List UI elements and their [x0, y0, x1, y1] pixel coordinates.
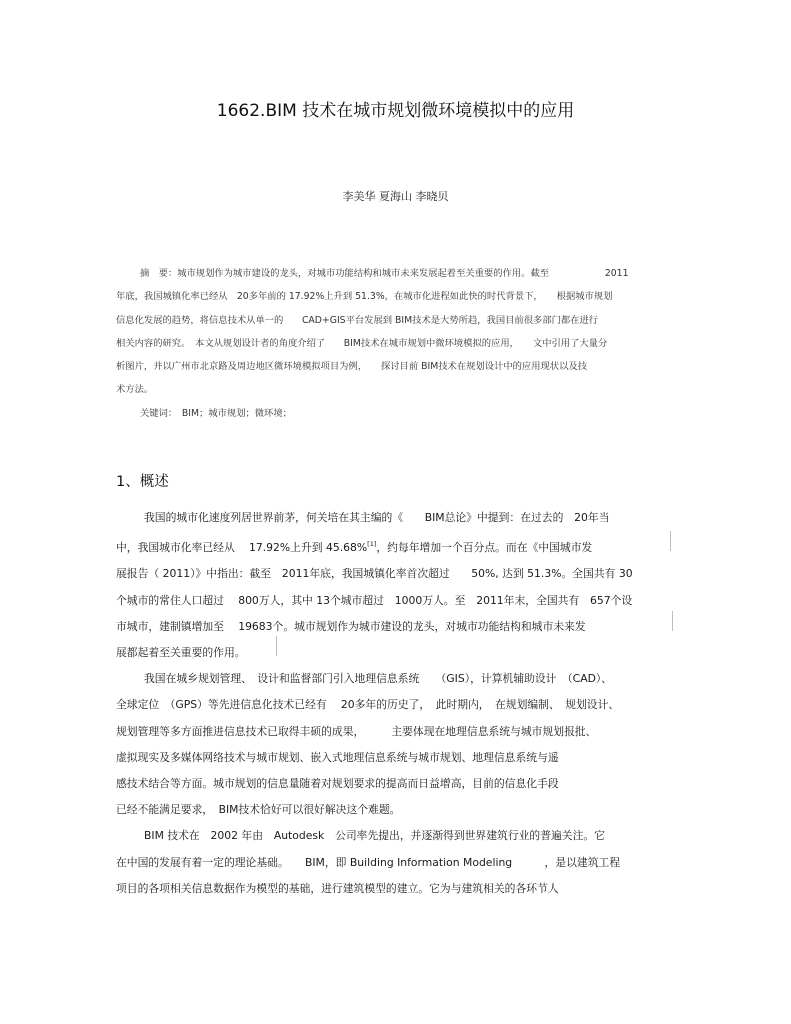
- citation-ref[interactable]: [1]: [367, 540, 377, 549]
- abstract-line: 信息化发展的趋势，将信息技术从单一的 CAD+GIS平台发展到 BIM技术是大势所趋，我国目前很多部门都在进行: [116, 314, 599, 326]
- margin-mark: [670, 531, 671, 551]
- abstract-line: 年底，我国城镇化率已经从 20多年前的 17.92%上升到 51.3%，在城市化进程如此快的时代背景下， 根据城市规划: [116, 291, 613, 303]
- paragraph-text: ，约每年增加一个百分点。而在《中国城市发: [376, 541, 593, 555]
- abstract-line: 相关内容的研究。 本文从规划设计者的角度介绍了 BIM技术在城市规划中微环境模拟的应用， 文中引用了大量分: [116, 337, 608, 349]
- paragraph-line: 感技术结合等方面。城市规划的信息量随着对规划要求的提高而日益增高，目前的信息化手段: [116, 777, 559, 791]
- paragraph-line: 在中国的发展有着一定的理论基础。 BIM，即 Building Information Modeling ，是以建筑工程: [116, 855, 621, 869]
- abstract-line: 术方法。: [116, 384, 154, 396]
- margin-mark: [672, 611, 673, 631]
- margin-mark: [276, 636, 277, 656]
- paragraph-line: 规划管理等多方面推进信息技术已取得丰硕的成果， 主要体现在地理信息系统与城市规划报批、: [116, 724, 597, 738]
- abstract-line: 析图片，并以广州市北京路及周边地区微环境模拟项目为例， 探讨目前 BIM技术在规划设计中的应用现状以及技: [116, 361, 587, 373]
- paragraph-line: 虚拟现实及多媒体网络技术与城市规划、嵌入式地理信息系统与城市规划、地理信息系统与遥: [116, 750, 559, 764]
- author-list: 李美华 夏海山 李晓贝: [342, 190, 449, 203]
- paragraph-line: 全球定位 （GPS）等先进信息化技术已经有 20多年的历史了， 此时期内， 在规划编制、 规划设计、: [116, 698, 620, 712]
- paper-title: 1662.BIM 技术在城市规划微环境模拟中的应用: [216, 101, 575, 121]
- abstract-block: [116, 262, 676, 425]
- section-body: [116, 505, 680, 902]
- paragraph-line: [116, 531, 680, 561]
- paragraph-line: 我国的城市化速度列居世界前茅，何关培在其主编的《 BIM总论》中提到：在过去的 20年当: [144, 511, 610, 524]
- keywords-line: 关键词： BIM；城市规划；微环境；: [140, 407, 292, 419]
- paragraph-line: BIM 技术在 2002 年由 Autodesk 公司率先提出，并逐渐得到世界建筑行业的普遍关注。它: [144, 829, 605, 843]
- paragraph-line: 展都起着至关重要的作用。: [116, 646, 246, 660]
- paragraph-text: 中，我国城市化率已经从 17.92%上升到 45.68%: [116, 541, 368, 555]
- paragraph-line: 个城市的常住人口超过 800万人，其中 13个城市超过 1000万人。至 2011年末，全国共有 657个设: [116, 593, 633, 607]
- section-heading: 1、概述: [116, 474, 169, 490]
- paragraph-line: 项目的各项相关信息数据作为模型的基础，进行建筑模型的建立。它为与建筑相关的各环节人: [116, 881, 559, 895]
- paragraph-line: 市城市，建制镇增加至 19683个。城市规划作为城市建设的龙头，对城市功能结构和城市未来发: [116, 619, 586, 633]
- abstract-line: 摘 要：城市规划作为城市建设的龙头，对城市功能结构和城市未来发展起着至关重要的作用。截至 2011: [140, 268, 629, 279]
- paragraph-line: 我国在城乡规划管理、 设计和监督部门引入地理信息系统 （GIS），计算机辅助设计 （CAD）、: [144, 672, 613, 686]
- paragraph-line: 已经不能满足要求， BIM技术恰好可以很好解决这个难题。: [116, 803, 401, 817]
- paragraph-line: 展报告（ 2011）》中指出：截至 2011年底，我国城镇化率首次超过 50%, 达到 51.3%。全国共有 30: [116, 567, 633, 581]
